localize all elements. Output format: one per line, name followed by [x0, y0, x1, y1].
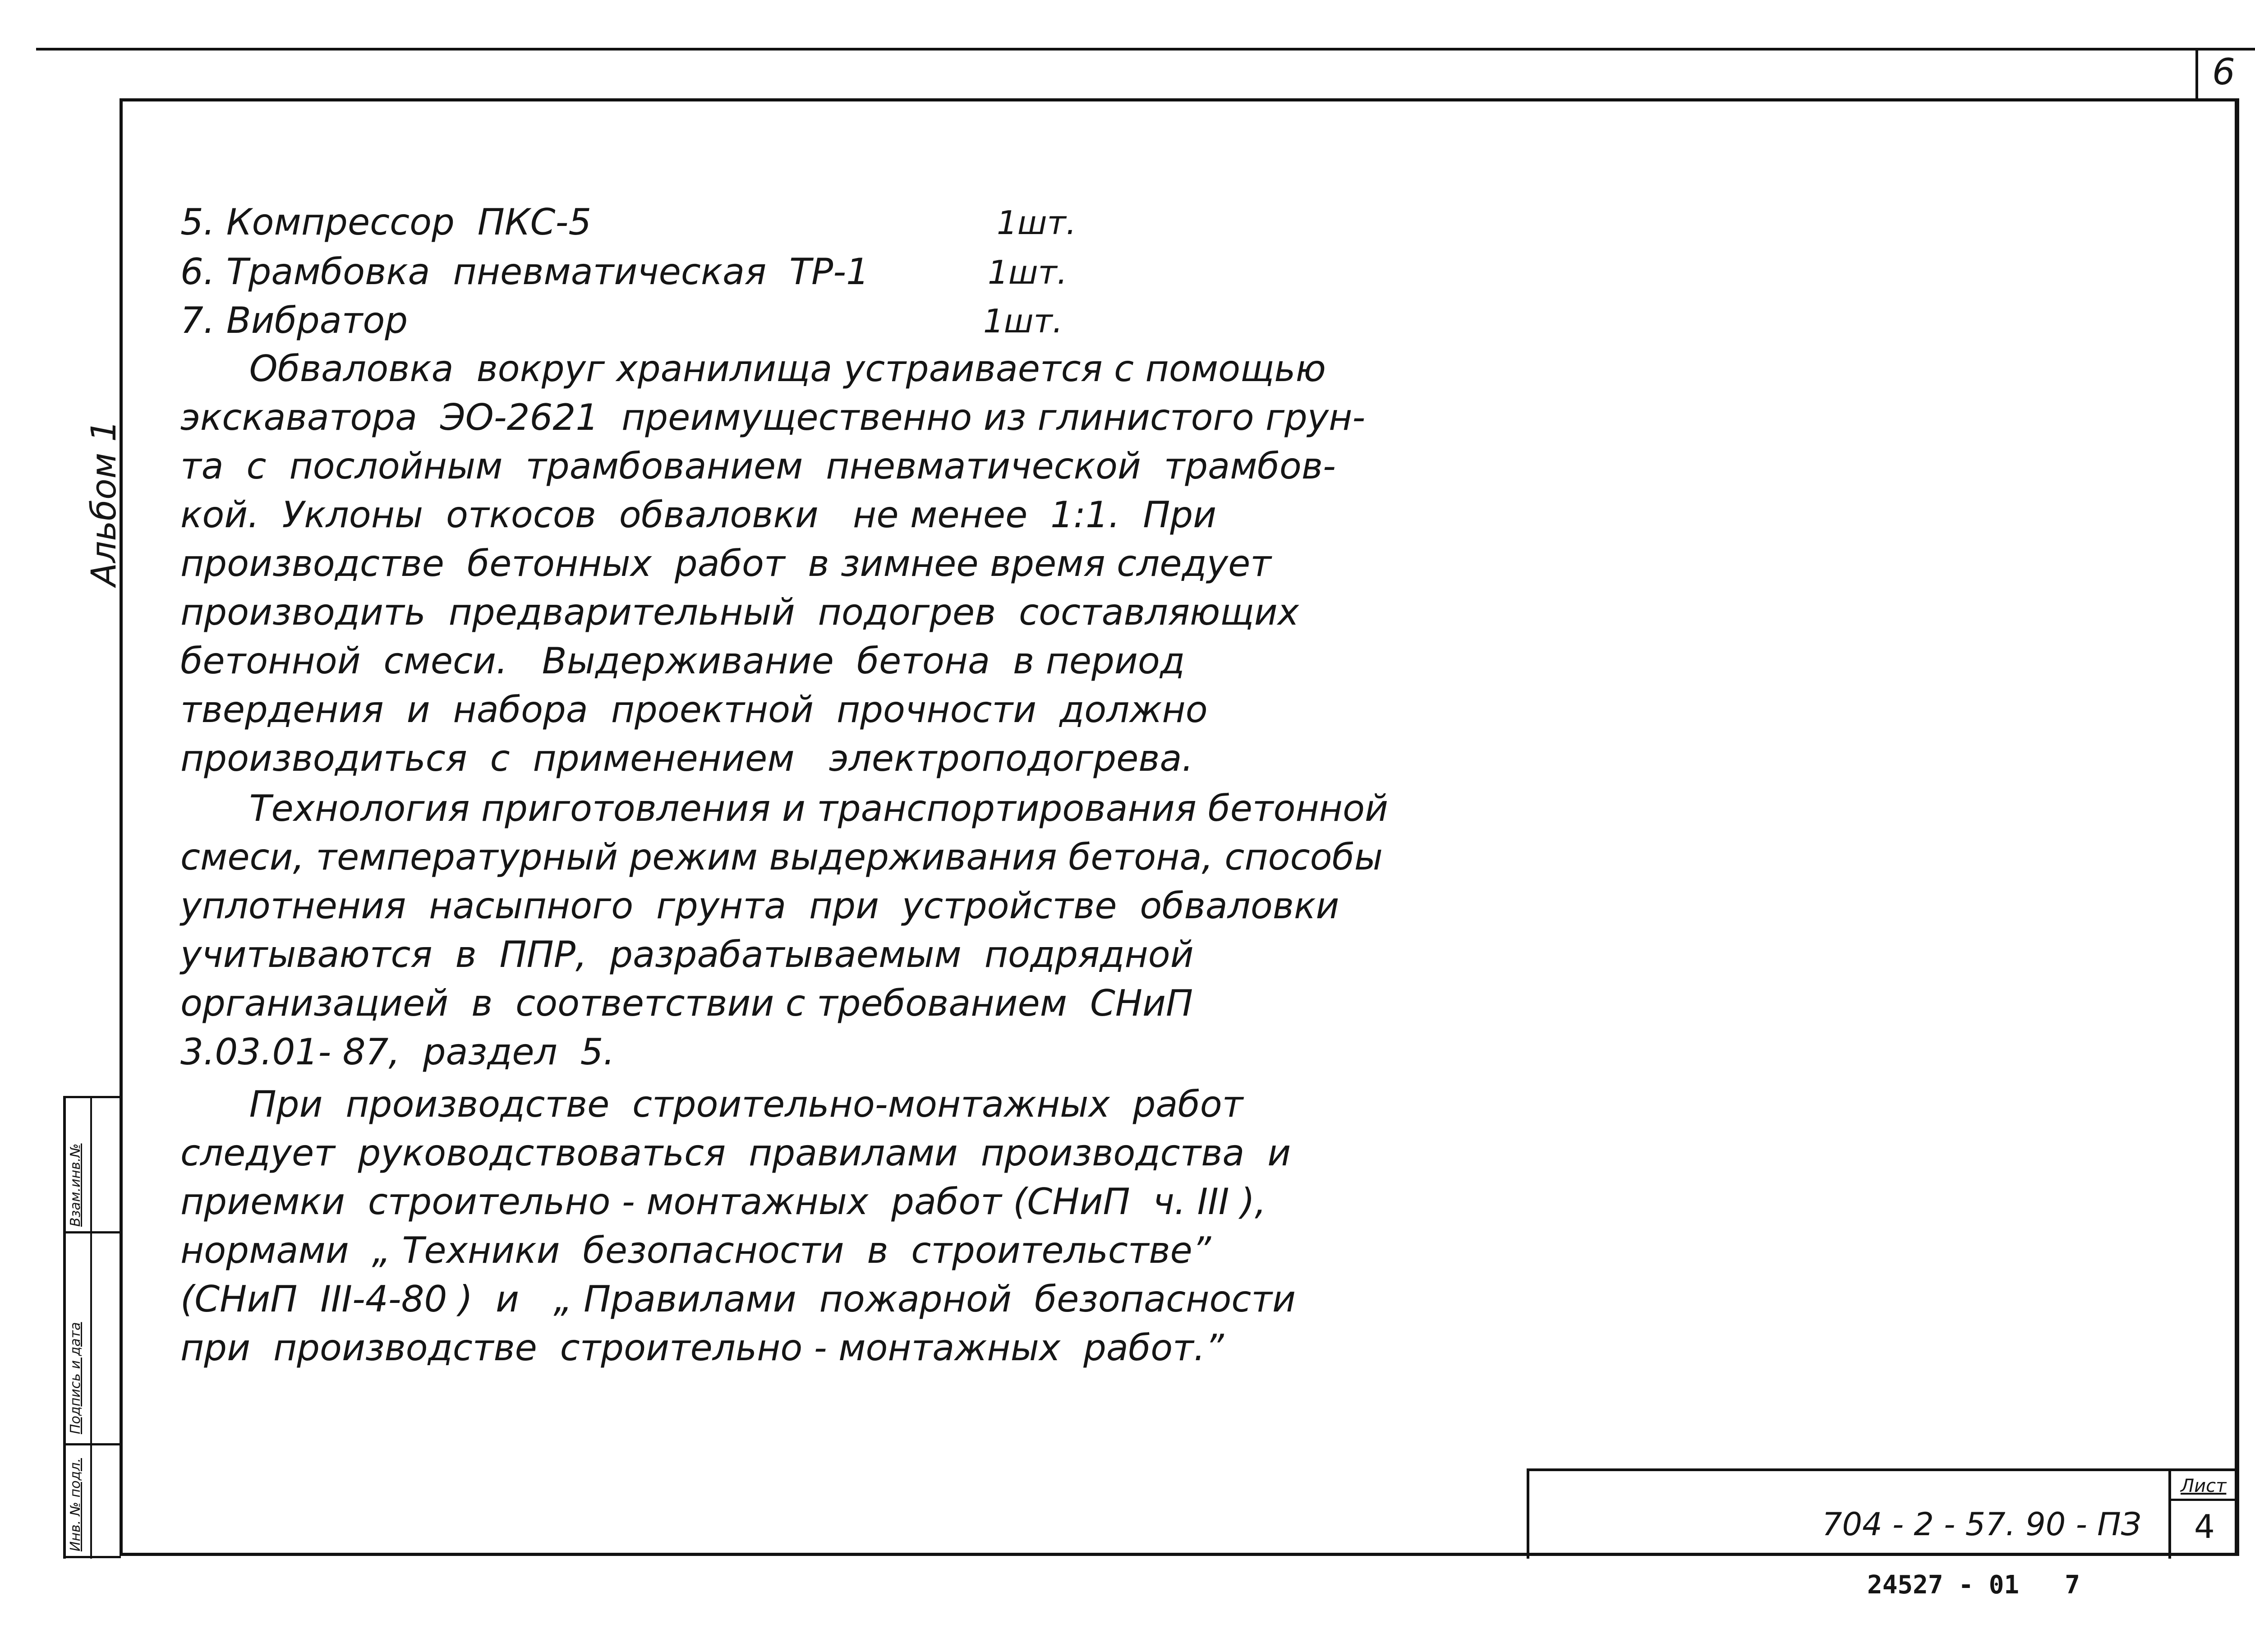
text-line: следует руководствоваться правилами производства и — [180, 1132, 1291, 1174]
equipment-item-7: 7. Вибратор — [180, 299, 408, 341]
text-line: твердения и набора проектной прочности должно — [180, 689, 1208, 731]
text-line: бетонной смеси. Выдерживание бетона в период — [180, 640, 1185, 682]
sheet-box-divider — [2168, 1499, 2239, 1501]
equipment-item-6: 6. Трамбовка пневматическая ТР-1 — [180, 251, 870, 293]
title-block-top — [1527, 1468, 2239, 1471]
sheet-label: Лист — [2181, 1476, 2227, 1496]
archive-number: 24527 - 01 7 — [1867, 1570, 2080, 1600]
stamp-sep-1 — [63, 1231, 121, 1233]
equipment-qty-7: 1шт. — [983, 302, 1063, 340]
top-page-number: 6 — [2212, 51, 2235, 93]
text-line: приемки строительно - монтажных работ (СНиП ч. III ), — [180, 1181, 1266, 1223]
stamp-divider — [90, 1096, 92, 1559]
stamp-sep-2 — [63, 1443, 121, 1445]
stamp-cell-signature-date: Подпись и дата — [68, 1322, 83, 1434]
stamp-outer-left — [63, 1096, 66, 1559]
album-label: Альбом 1 — [83, 420, 124, 586]
sheet-number: 4 — [2194, 1508, 2215, 1546]
stamp-cell-replacement-inv: Взам.инв.№ — [68, 1143, 83, 1227]
text-line: экскаватора ЭО-2621 преимущественно из глинистого грун- — [180, 396, 1366, 438]
page-number-box-left — [2195, 48, 2198, 99]
text-line: производстве бетонных работ в зимнее время следует — [180, 543, 1271, 584]
text-line: при производстве строительно - монтажных работ.” — [180, 1327, 1224, 1369]
title-block-left — [1527, 1468, 1529, 1559]
text-line: уплотнения насыпного грунта при устройстве обваловки — [180, 885, 1339, 927]
text-line: смеси, температурный режим выдерживания бетона, способы — [180, 836, 1383, 878]
text-line: учитываются в ППР, разрабатываемым подрядной — [180, 934, 1194, 976]
text-line: организацией в соответствии с требованием СНиП — [180, 982, 1193, 1024]
text-line: производить предварительный подогрев составляющих — [180, 591, 1299, 633]
text-line: производиться с применением электроподогрева. — [180, 737, 1193, 779]
stamp-cell-original-inv: Инв. № подл. — [68, 1458, 83, 1551]
equipment-qty-6: 1шт. — [988, 253, 1068, 291]
stamp-sep-3 — [63, 1556, 121, 1558]
text-line: (СНиП III-4-80 ) и „ Правилами пожарной безопасности — [180, 1278, 1296, 1320]
sheet-box-left — [2168, 1468, 2171, 1559]
text-line: та с послойным трамбованием пневматической трамбов- — [180, 445, 1336, 487]
text-line: При производстве строительно-монтажных работ — [180, 1083, 1243, 1125]
equipment-item-5: 5. Компрессор ПКС-5 — [180, 201, 592, 243]
text-line: Обваловка вокруг хранилища устраивается с помощью — [180, 348, 1326, 390]
stamp-top — [63, 1096, 121, 1098]
top-rule — [36, 48, 2255, 51]
text-line: 3.03.01- 87, раздел 5. — [180, 1031, 615, 1073]
equipment-qty-5: 1шт. — [997, 204, 1077, 242]
text-line: кой. Уклоны откосов обваловки не менее 1:1. При — [180, 494, 1217, 536]
text-line: Технология приготовления и транспортирования бетонной — [180, 787, 1389, 829]
text-line: нормами „ Техники безопасности в строительстве” — [180, 1229, 1211, 1271]
document-code: 704 - 2 - 57. 90 - ПЗ — [1822, 1506, 2141, 1543]
